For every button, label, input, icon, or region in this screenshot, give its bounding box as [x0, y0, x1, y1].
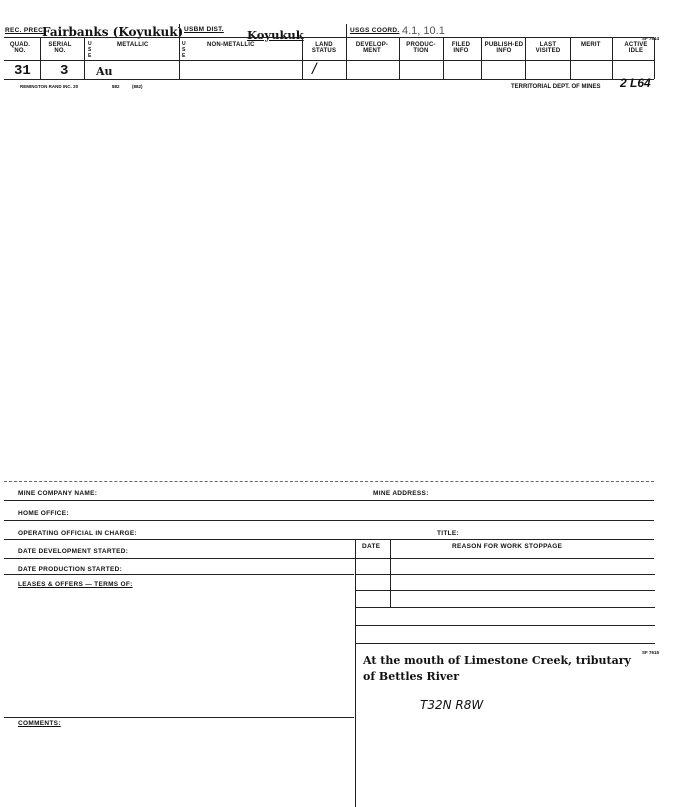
row-rule: [355, 574, 655, 575]
usbm-dist-label: USBM DIST.: [184, 26, 224, 33]
usgs-coord-label: USGS COORD.: [350, 27, 400, 34]
rec-prec-value: Fairbanks (Koyukuk): [42, 25, 184, 39]
home-office-label: HOME OFFICE:: [18, 510, 69, 517]
title-label: TITLE:: [437, 530, 460, 537]
col-divider: [84, 38, 85, 79]
col-filed-info: FILED INFO: [451, 42, 471, 54]
land-status-mark: /: [312, 61, 317, 78]
row-rule: [4, 500, 654, 501]
header-rule: [4, 37, 654, 38]
col-quad-no: QUAD. NO.: [9, 42, 31, 54]
col-divider: [443, 38, 444, 79]
bottom-card: [0, 470, 678, 807]
mine-company-name-label: MINE COMPANY NAME:: [18, 490, 98, 497]
reason-column-header: REASON FOR WORK STOPPAGE: [452, 543, 563, 550]
col-published-info: PUBLISH-ED INFO: [484, 42, 524, 54]
col-divider: [525, 38, 526, 79]
note-line-2: of Bettles River: [363, 670, 460, 683]
form-number-top: SF 7614: [642, 36, 660, 41]
metallic-value: Au: [96, 65, 113, 78]
rec-prec-label: REC. PREC.: [5, 27, 46, 34]
row-rule: [4, 558, 654, 559]
handwritten-township: T32N R8W: [420, 698, 484, 712]
col-divider: [612, 38, 613, 79]
leases-offers-label: LEASES & OFFERS — TERMS OF:: [18, 581, 133, 588]
operating-official-label: OPERATING OFFICIAL IN CHARGE:: [18, 530, 137, 537]
usgs-coord-value: 4.1, 10.1: [402, 25, 445, 37]
printer-code-2: (882): [132, 84, 143, 89]
col-divider: [399, 38, 400, 79]
serial-no-value: 3: [60, 63, 69, 79]
col-metallic: METALLIC: [117, 42, 149, 48]
row-bottom-rule: [4, 79, 654, 80]
col-production: PRODUC-TION: [406, 42, 436, 54]
col-divider: [481, 38, 482, 79]
stoppage-rule: [355, 625, 655, 626]
stoppage-rule: [355, 643, 655, 644]
col-serial-no: SERIAL NO.: [48, 42, 72, 54]
stoppage-rule: [355, 607, 655, 608]
row-rule: [4, 539, 654, 540]
mine-address-label: MINE ADDRESS:: [373, 490, 429, 497]
column-header-rule: [4, 60, 654, 61]
col-divider: [179, 24, 180, 79]
col-divider: [654, 38, 655, 79]
col-divider: [302, 38, 303, 79]
date-development-label: DATE DEVELOPMENT STARTED:: [18, 548, 129, 555]
printer-code-1: 882: [112, 84, 120, 89]
stoppage-rule: [355, 590, 655, 591]
top-card: [0, 0, 678, 100]
comments-label: COMMENTS:: [18, 720, 61, 727]
col-divider: [570, 38, 571, 79]
department-name: TERRITORIAL DEPT. OF MINES: [511, 84, 601, 90]
date-production-label: DATE PRODUCTION STARTED:: [18, 566, 123, 573]
stoppage-table-divider: [390, 539, 391, 607]
col-divider: [40, 38, 41, 79]
card-top-rule: [4, 481, 654, 482]
note-line-1: At the mouth of Limestone Creek, tributary: [363, 654, 631, 667]
printer-name: REMINGTON RAND INC. 20: [20, 84, 79, 89]
col-divider: [346, 24, 347, 79]
active-idle-mark: 2 L64: [620, 76, 651, 90]
col-development: DEVELOP-MENT: [355, 42, 389, 54]
usbm-dist-value: Koyukuk: [247, 28, 304, 42]
use-letters-nonmetallic: U S E: [182, 41, 186, 59]
date-column-header: DATE: [362, 543, 381, 550]
comments-rule: [4, 717, 354, 718]
col-non-metallic: NON-METALLIC: [207, 42, 255, 48]
row-rule: [4, 520, 654, 521]
col-land-status: LAND STATUS: [311, 42, 337, 54]
quad-no-value: 31: [14, 63, 31, 79]
row-rule: [4, 574, 354, 575]
col-merit: MERIT: [581, 42, 601, 48]
use-letters-metallic: U S E: [88, 41, 92, 59]
col-last-visited: LAST VISITED: [535, 42, 561, 54]
col-active-idle: ACTIVE IDLE: [624, 42, 648, 54]
note-form-number: SF 7615: [642, 650, 660, 655]
stoppage-table-divider: [355, 539, 356, 807]
